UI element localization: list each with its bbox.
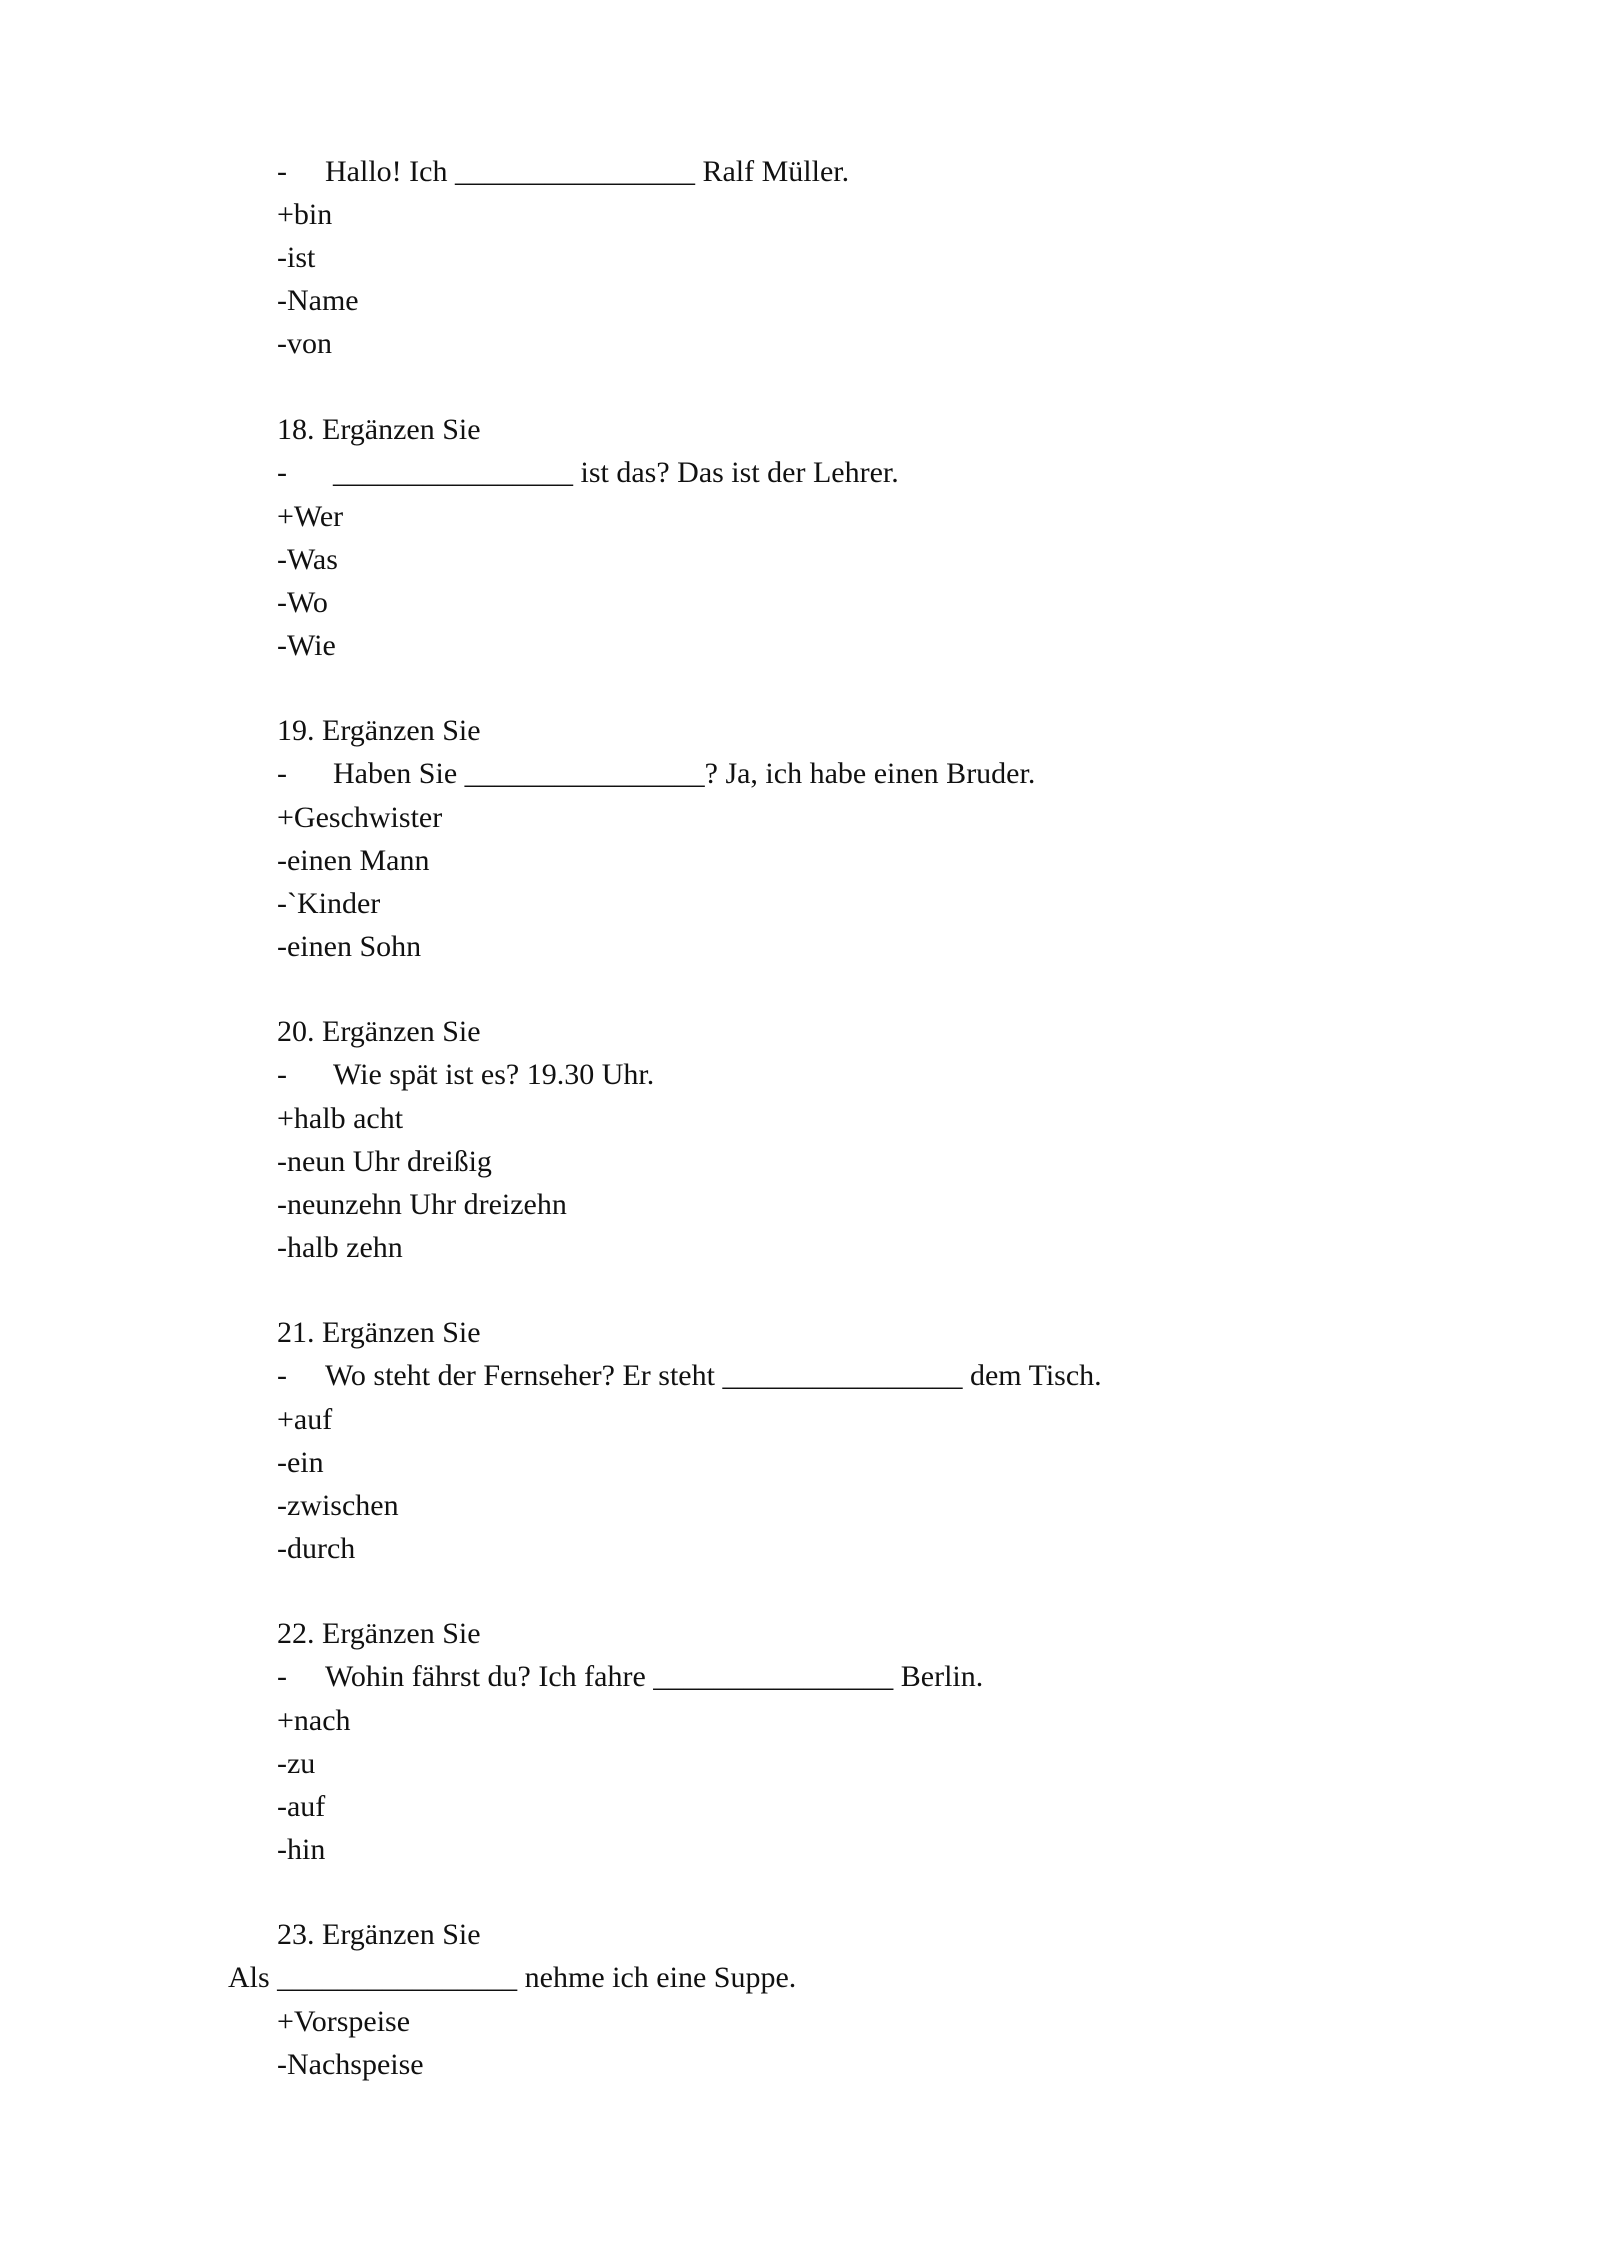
answer-option: -auf bbox=[277, 1790, 326, 1823]
question-line bbox=[277, 154, 849, 190]
question-text: Als ________________ nehme ich eine Suppe. bbox=[228, 1961, 797, 1994]
answer-option: +Geschwister bbox=[277, 801, 443, 834]
answer-option: +halb acht bbox=[277, 1102, 404, 1135]
question-line bbox=[277, 756, 1035, 792]
answer-option: -zu bbox=[277, 1747, 316, 1780]
answer-option: +auf bbox=[277, 1403, 333, 1436]
answer-option: -neun Uhr dreißig bbox=[277, 1145, 492, 1178]
question-text: Wo steht der Fernseher? Er steht ________________ dem Tisch. bbox=[325, 1359, 1102, 1392]
answer-option: -ein bbox=[277, 1446, 324, 1479]
answer-option: -einen Sohn bbox=[277, 930, 422, 963]
question-heading: 18. Ergänzen Sie bbox=[277, 413, 481, 446]
answer-option: -zwischen bbox=[277, 1489, 399, 1522]
bullet-dash: - bbox=[277, 757, 287, 790]
answer-option: +nach bbox=[277, 1704, 351, 1737]
answer-option: -durch bbox=[277, 1532, 356, 1565]
question-line bbox=[277, 1057, 654, 1093]
question-heading: 21. Ergänzen Sie bbox=[277, 1316, 481, 1349]
question-text: Wohin fährst du? Ich fahre ________________ Berlin. bbox=[325, 1660, 984, 1693]
answer-option: -Was bbox=[277, 543, 338, 576]
question-line bbox=[277, 1659, 983, 1695]
question-heading: 22. Ergänzen Sie bbox=[277, 1617, 481, 1650]
question-heading: 20. Ergänzen Sie bbox=[277, 1015, 481, 1048]
question-text: Haben Sie ________________? Ja, ich habe einen Bruder. bbox=[333, 757, 1036, 790]
question-heading: 19. Ergänzen Sie bbox=[277, 714, 481, 747]
answer-option: -Nachspeise bbox=[277, 2048, 424, 2081]
answer-option: -Wo bbox=[277, 586, 328, 619]
bullet-dash: - bbox=[277, 1058, 287, 1091]
answer-option: -Wie bbox=[277, 629, 336, 662]
answer-option: -neunzehn Uhr dreizehn bbox=[277, 1188, 567, 1221]
answer-option: -einen Mann bbox=[277, 844, 430, 877]
bullet-dash: - bbox=[277, 1359, 287, 1392]
answer-option: +bin bbox=[277, 198, 333, 231]
answer-option: -ist bbox=[277, 241, 316, 274]
answer-option: +Vorspeise bbox=[277, 2005, 411, 2038]
question-text: ________________ ist das? Das ist der Lehrer. bbox=[333, 456, 899, 489]
answer-option: -halb zehn bbox=[277, 1231, 403, 1264]
answer-option: -hin bbox=[277, 1833, 326, 1866]
question-line bbox=[277, 1358, 1102, 1394]
answer-option: +Wer bbox=[277, 500, 344, 533]
bullet-dash: - bbox=[277, 456, 287, 489]
question-line bbox=[228, 1960, 796, 1996]
answer-option: -Name bbox=[277, 284, 359, 317]
bullet-dash: - bbox=[277, 1660, 287, 1693]
question-line bbox=[277, 455, 899, 491]
question-text: Hallo! Ich ________________ Ralf Müller. bbox=[325, 155, 850, 188]
answer-option: -`Kinder bbox=[277, 887, 381, 920]
question-text: Wie spät ist es? 19.30 Uhr. bbox=[333, 1058, 655, 1091]
question-heading: 23. Ergänzen Sie bbox=[277, 1918, 481, 1951]
bullet-dash: - bbox=[277, 155, 287, 188]
answer-option: -von bbox=[277, 327, 332, 360]
